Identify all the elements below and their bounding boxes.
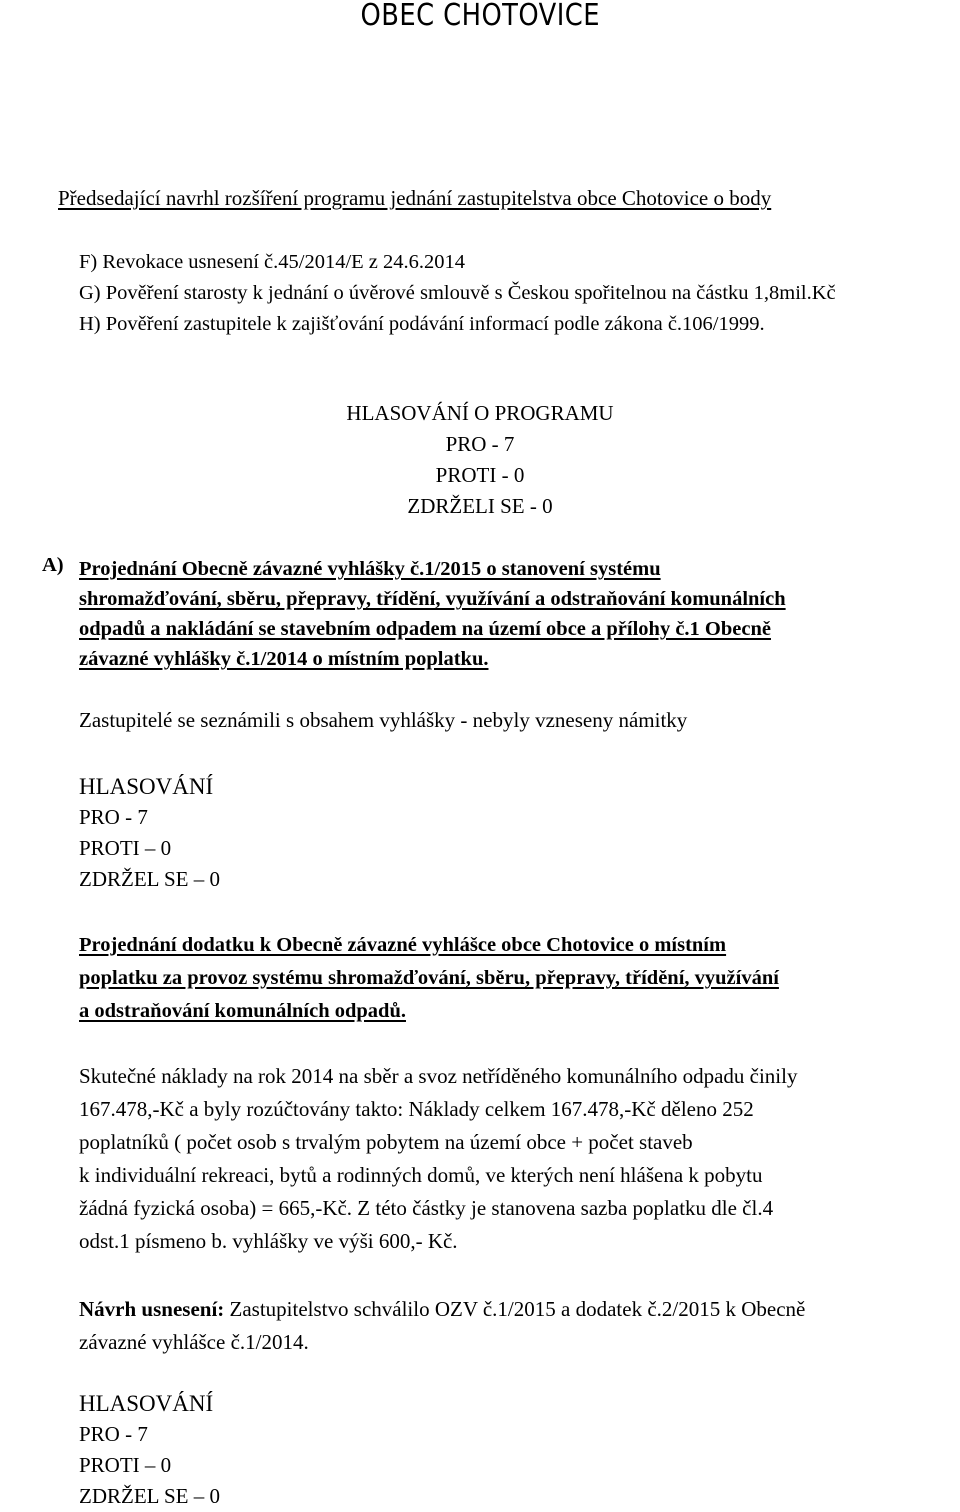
item-a-title-line: shromažďování, sběru, přepravy, třídění, využívání a odstraňování komunálních [79,588,786,610]
item-a-vote-block [79,771,220,895]
program-extension-heading: Předsedající navrhl rozšíření programu jednání zastupitelstva obce Chotovice o body [58,186,772,210]
program-vote-title: HLASOVÁNÍ O PROGRAMU [346,401,614,425]
program-vote-proti: PROTI - 0 [435,463,525,487]
resolution-proposal-text-cont: závazné vyhlášce č.1/2014. [79,1330,309,1354]
program-item-g: G) Pověření starosty k jednání o úvěrové smlouvě s Českou spořitelnou na částku 1,8mil.Kč [79,282,836,304]
item-a-vote-proti: PROTI – 0 [79,836,172,860]
item-b-body [79,1060,797,1258]
item-b-body-line: žádná fyzická osoba) = 665,-Kč. Z této částky je stanovena sazba poplatku dle čl.4 [79,1196,774,1220]
program-item-h: H) Pověření zastupitele k zajišťování podávání informací podle zákona č.106/1999. [79,313,765,335]
item-a-title-line: závazné vyhlášky č.1/2014 o místním poplatku. [79,648,489,670]
item-b-title-line: Projednání dodatku k Obecně závazné vyhlášce obce Chotovice o místním [79,934,727,956]
resolution-proposal-text: Zastupitelstvo schválilo OZV č.1/2015 a dodatek č.2/2015 k Obecně [224,1297,806,1321]
item-b-body-line: 167.478,-Kč a byly rozúčtovány takto: Náklady celkem 167.478,-Kč děleno 252 [79,1097,754,1121]
item-b-body-line: k individuální rekreaci, bytů a rodinných domů, ve kterých není hlášena k pobytu [79,1163,763,1187]
resolution-proposal [79,1293,805,1359]
item-b-vote-pro: PRO - 7 [79,1422,148,1446]
item-b-vote-block [79,1388,220,1512]
municipality-title: OBEC CHOTOVICE [360,0,600,33]
item-b-title-line: a odstraňování komunálních odpadů. [79,1000,406,1022]
item-b-title [79,929,779,1028]
item-a-vote-pro: PRO - 7 [79,805,148,829]
item-a-label: A) [42,554,64,576]
program-vote-pro: PRO - 7 [445,432,515,456]
item-b-body-line: poplatníků ( počet osob s trvalým pobytem na území obce + počet staveb [79,1130,693,1154]
program-item-f: F) Revokace usnesení č.45/2014/E z 24.6.2014 [79,251,466,273]
item-a-title [79,554,786,674]
page-header [0,0,960,32]
program-items [79,247,836,340]
item-a-vote-title: HLASOVÁNÍ [79,774,214,799]
item-a-note: Zastupitelé se seznámili s obsahem vyhlášky - nebyly vzneseny námitky [79,708,688,732]
program-vote-zdrzeli: ZDRŽELI SE - 0 [407,494,553,518]
item-a-vote-zdrzel: ZDRŽEL SE – 0 [79,867,220,891]
resolution-proposal-label: Návrh usnesení: [79,1297,225,1321]
item-b-title-line: poplatku za provoz systému shromažďování, sběru, přepravy, třídění, využívání [79,967,779,989]
program-vote-block [280,398,680,522]
item-b-body-line: Skutečné náklady na rok 2014 na sběr a svoz netříděného komunálního odpadu činily [79,1064,798,1088]
item-b-body-line: odst.1 písmeno b. vyhlášky ve výši 600,- Kč. [79,1229,458,1253]
item-b-vote-proti: PROTI – 0 [79,1453,172,1477]
item-b-vote-title: HLASOVÁNÍ [79,1391,214,1416]
item-a-title-line: Projednání Obecně závazné vyhlášky č.1/2015 o stanovení systému [79,558,661,580]
item-a-title-line: odpadů a nakládání se stavebním odpadem na území obce a přílohy č.1 Obecně [79,618,771,640]
item-b-vote-zdrzel: ZDRŽEL SE – 0 [79,1484,220,1508]
